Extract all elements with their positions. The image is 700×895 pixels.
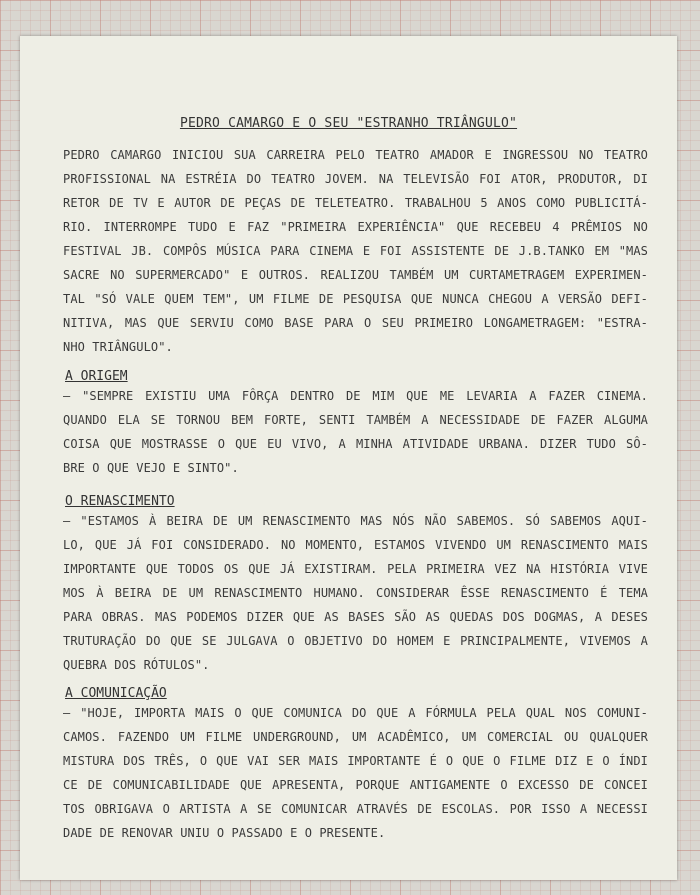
renascimento-line: QUEBRA DOS RÓTULOS". bbox=[63, 658, 210, 672]
intro-line: SACRE NO SUPERMERCADO" E OUTROS. REALIZOU TAMBÉM UM CURTAMETRAGEM EXPERIMEN- bbox=[63, 268, 648, 282]
document-title: PEDRO CAMARGO E O SEU "ESTRANHO TRIÂNGULO" bbox=[179, 116, 518, 131]
renascimento-line: — "ESTAMOS À BEIRA DE UM RENASCIMENTO MAS NÓS NÃO SABEMOS. SÓ SABEMOS AQUI- bbox=[63, 514, 648, 528]
intro-line: RIO. INTERROMPE TUDO E FAZ "PRIMEIRA EXPERIÊNCIA" QUE RECEBEU 4 PRÊMIOS NO bbox=[63, 220, 648, 234]
renascimento-line: MOS À BEIRA DE UM RENASCIMENTO HUMANO. CONSIDERAR ÊSSE RENASCIMENTO É TEMA bbox=[63, 586, 648, 600]
comunicacao-line: CE DE COMUNICABILIDADE QUE APRESENTA, PORQUE ANTIGAMENTE O EXCESSO DE CONCEI bbox=[63, 778, 648, 792]
section-heading-comunicacao: A COMUNICAÇÃO bbox=[65, 686, 167, 701]
renascimento-line: PARA OBRAS. MAS PODEMOS DIZER QUE AS BASES SÃO AS QUEDAS DOS DOGMAS, A DESES bbox=[63, 610, 648, 624]
comunicacao-line: TOS OBRIGAVA O ARTISTA A SE COMUNICAR ATRAVÉS DE ESCOLAS. POR ISSO A NECESSI bbox=[63, 802, 648, 816]
section-heading-origem: A ORIGEM bbox=[65, 369, 128, 384]
intro-line: PEDRO CAMARGO INICIOU SUA CARREIRA PELO TEATRO AMADOR E INGRESSOU NO TEATRO bbox=[63, 148, 648, 162]
intro-line: NITIVA, MAS QUE SERVIU COMO BASE PARA O SEU PRIMEIRO LONGAMETRAGEM: "ESTRA- bbox=[63, 316, 648, 330]
comunicacao-line: MISTURA DOS TRÊS, O QUE VAI SER MAIS IMPORTANTE É O QUE O FILME DIZ E O ÍNDI bbox=[63, 754, 648, 768]
origem-line: BRE O QUE VEJO E SINTO". bbox=[63, 461, 239, 475]
intro-line: FESTIVAL JB. COMPÔS MÚSICA PARA CINEMA E FOI ASSISTENTE DE J.B.TANKO EM "MAS bbox=[63, 244, 648, 258]
origem-line: — "SEMPRE EXISTIU UMA FÔRÇA DENTRO DE MIM QUE ME LEVARIA A FAZER CINEMA. bbox=[63, 389, 648, 403]
origem-line: COISA QUE MOSTRASSE O QUE EU VIVO, A MINHA ATIVIDADE URBANA. DIZER TUDO SÔ- bbox=[63, 437, 648, 451]
comunicacao-line: CAMOS. FAZENDO UM FILME UNDERGROUND, UM ACADÊMICO, UM COMERCIAL OU QUALQUER bbox=[63, 730, 648, 744]
section-heading-renascimento: O RENASCIMENTO bbox=[65, 494, 175, 509]
intro-line: PROFISSIONAL NA ESTRÉIA DO TEATRO JOVEM. NA TELEVISÃO FOI ATOR, PRODUTOR, DI bbox=[63, 172, 648, 186]
intro-line: NHO TRIÂNGULO". bbox=[63, 340, 173, 354]
intro-line: TAL "SÓ VALE QUEM TEM", UM FILME DE PESQUISA QUE NUNCA CHEGOU A VERSÃO DEFI- bbox=[63, 292, 648, 306]
intro-line: RETOR DE TV E AUTOR DE PEÇAS DE TELETEATRO. TRABALHOU 5 ANOS COMO PUBLICITÁ- bbox=[63, 196, 648, 210]
origem-line: QUANDO ELA SE TORNOU BEM FORTE, SENTI TAMBÉM A NECESSIDADE DE FAZER ALGUMA bbox=[63, 413, 648, 427]
renascimento-line: IMPORTANTE QUE TODOS OS QUE JÁ EXISTIRAM. PELA PRIMEIRA VEZ NA HISTÓRIA VIVE bbox=[63, 562, 648, 576]
renascimento-line: LO, QUE JÁ FOI CONSIDERADO. NO MOMENTO, ESTAMOS VIVENDO UM RENASCIMENTO MAIS bbox=[63, 538, 648, 552]
renascimento-line: TRUTURAÇÃO DO QUE SE JULGAVA O OBJETIVO DO HOMEM E PRINCIPALMENTE, VIVEMOS A bbox=[63, 634, 648, 648]
comunicacao-line: — "HOJE, IMPORTA MAIS O QUE COMUNICA DO QUE A FÓRMULA PELA QUAL NOS COMUNI- bbox=[63, 706, 648, 720]
comunicacao-line: DADE DE RENOVAR UNIU O PASSADO E O PRESENTE. bbox=[63, 826, 386, 840]
document-page bbox=[20, 36, 677, 880]
